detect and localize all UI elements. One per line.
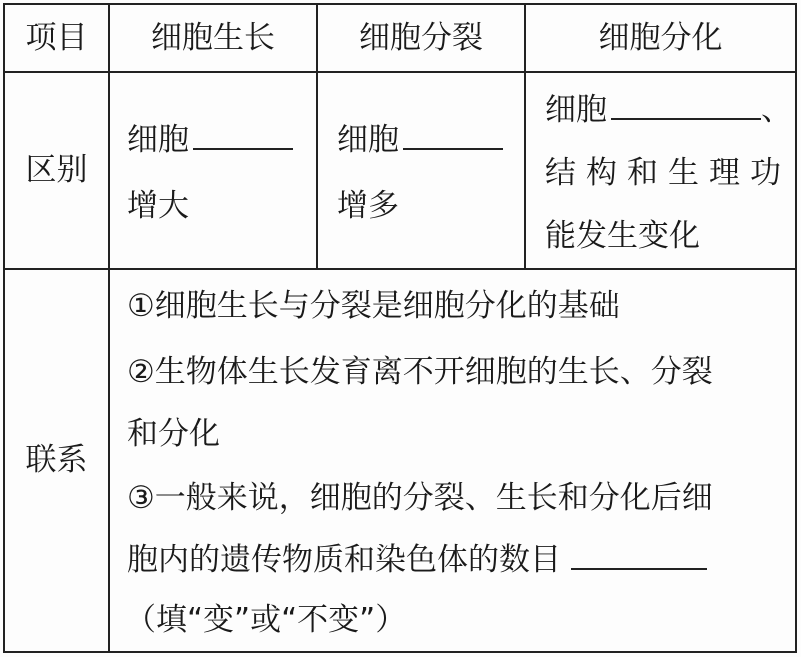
row-divider-difference <box>5 268 795 270</box>
connection-item-3-text: 胞内的遗传物质和染色体的数目 <box>127 542 561 578</box>
division-answer-blank <box>403 148 503 150</box>
row-label-connection: 联系 <box>25 442 88 478</box>
differentiation-difference-line2: 结构和生理功 <box>545 155 791 191</box>
differentiation-difference-prefix: 细胞 <box>545 92 607 128</box>
growth-difference-line1 <box>127 122 293 158</box>
column-divider-label <box>108 5 110 651</box>
division-difference-line2: 增多 <box>337 188 399 224</box>
connection-item-1: ①细胞生长与分裂是细胞分化的基础 <box>127 288 620 324</box>
differentiation-difference-line1 <box>545 92 792 128</box>
header-project: 项目 <box>25 19 88 56</box>
connection-item-3-line2 <box>127 542 707 578</box>
differentiation-difference-comma: 、 <box>761 92 792 128</box>
connection-item-3-line3: （填“变”或“不变”） <box>125 602 407 638</box>
growth-difference-prefix: 细胞 <box>127 122 189 158</box>
connection-item-3-line1: ③一般来说，细胞的分裂、生长和分化后细 <box>127 480 713 516</box>
growth-difference-line2: 增大 <box>127 188 189 224</box>
header-cell-differentiation: 细胞分化 <box>598 19 723 56</box>
division-difference-prefix: 细胞 <box>337 122 399 158</box>
connection-item-2-line1: ②生物体生长发育离不开细胞的生长、分裂 <box>127 354 713 390</box>
header-cell-growth: 细胞生长 <box>151 19 275 56</box>
growth-answer-blank <box>193 148 293 150</box>
row-divider-header <box>5 71 795 73</box>
differentiation-difference-line3: 能发生变化 <box>545 218 700 254</box>
differentiation-answer-blank <box>611 118 761 120</box>
comparison-table <box>3 3 797 653</box>
header-cell-division: 细胞分裂 <box>359 19 483 56</box>
division-difference-line1 <box>337 122 503 158</box>
connection-answer-blank <box>571 568 707 570</box>
row-label-difference: 区别 <box>25 152 88 188</box>
connection-item-2-line2: 和分化 <box>127 416 220 452</box>
